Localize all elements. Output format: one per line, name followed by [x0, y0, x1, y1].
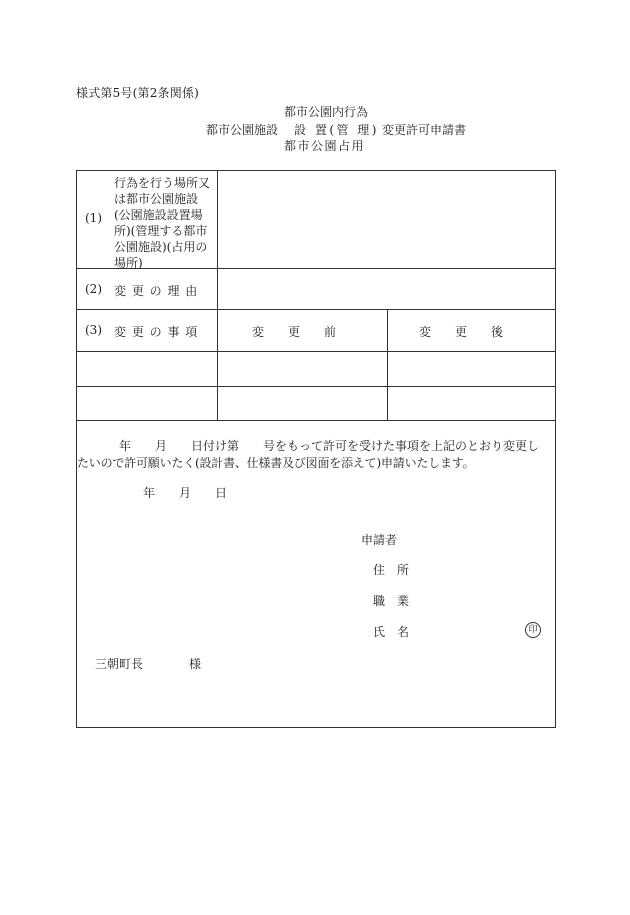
- title-line-2-mid: 設 置(管 理): [294, 123, 379, 137]
- title-line-2-left: 都市公園施設: [206, 123, 279, 137]
- honorific: 様: [189, 657, 202, 671]
- row-divider: [77, 309, 555, 310]
- row1-value-cell[interactable]: [218, 171, 556, 267]
- before-change-cell[interactable]: [218, 352, 387, 386]
- row2-label: 変 更 の 理 由: [114, 284, 199, 298]
- name-label: 氏 名: [373, 625, 410, 639]
- application-date: 年 月 日: [143, 486, 228, 500]
- after-change-cell[interactable]: [388, 387, 556, 420]
- before-change-header: 変 更 前: [252, 325, 337, 339]
- addressee: 三朝町長: [95, 657, 144, 671]
- address-label: 住 所: [373, 563, 410, 577]
- title-line-3: 都市公園占用: [284, 139, 366, 153]
- statement-date-prefix: 年 月 日付け第: [119, 439, 240, 453]
- occupation-label: 職 業: [373, 594, 410, 608]
- after-change-cell[interactable]: [388, 352, 556, 386]
- before-change-cell[interactable]: [218, 387, 387, 420]
- title-line-2-right: 変更許可申請書: [382, 123, 467, 137]
- statement-line-2: たいので許可願いたく(設計書、仕様書及び図面を添えて)申請いたします。: [77, 456, 475, 470]
- form-reference: 様式第5号(第2条関係): [76, 86, 200, 100]
- row1-label: 行為を行う場所又は都市公園施設(公園施設設置場所)(管理する都市公園施設)(占用の場所): [114, 176, 211, 270]
- row3-number: (3): [85, 323, 102, 337]
- row2-number: (2): [85, 282, 102, 296]
- title-line-1: 都市公園内行為: [284, 105, 369, 119]
- application-form-table: [76, 170, 556, 728]
- after-change-header: 変 更 後: [419, 325, 504, 339]
- row1-number: (1): [85, 211, 102, 225]
- applicant-label: 申請者: [361, 533, 398, 547]
- seal-mark: 印: [525, 622, 541, 638]
- statement-line-1: 号をもって許可を受けた事項を上記のとおり変更し: [263, 439, 540, 453]
- row3-label: 変 更 の 事 項: [114, 325, 199, 339]
- row-divider: [77, 420, 555, 421]
- row2-value-cell[interactable]: [218, 269, 556, 309]
